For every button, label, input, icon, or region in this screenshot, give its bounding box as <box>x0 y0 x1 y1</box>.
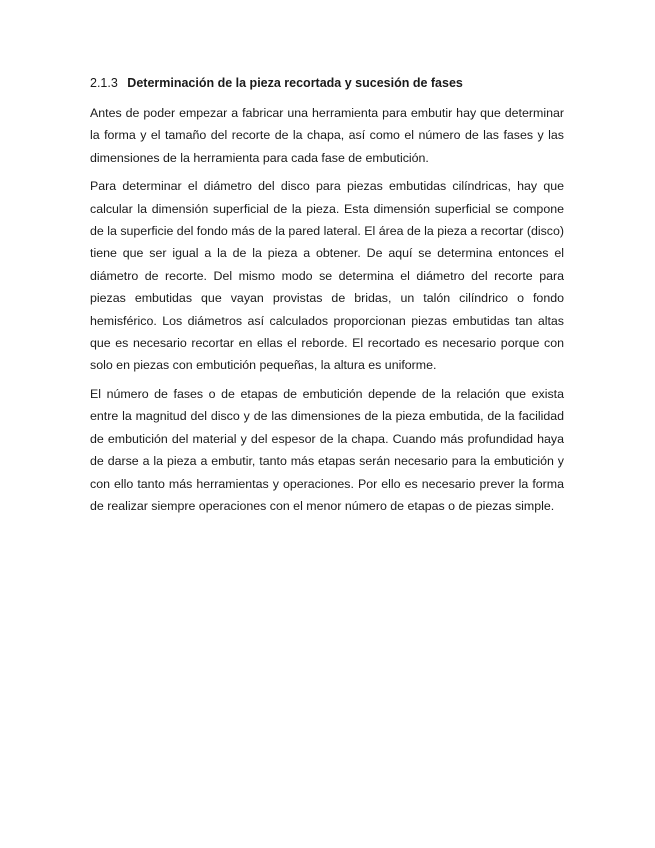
paragraph-intro: Antes de poder empezar a fabricar una herramienta para embutir hay que determinar la forma y el tamaño del recorte de la chapa, así como el número de las fases y las dimensiones de la herramienta para cada fase de embutición. <box>90 106 564 165</box>
section-title: Determinación de la pieza recortada y sucesión de fases <box>127 76 463 90</box>
document-page <box>90 74 564 523</box>
paragraph-disc-diameter: Para determinar el diámetro del disco para piezas embutidas cilíndricas, hay que calcular la dimensión superficial de la pieza. Esta dimensión superficial se compone de la superficie del fondo más de la pared lateral. El área de la pieza a recortar (disco) tiene que ser igual a la de la pieza a obtener. De aquí se determina entonces el diámetro de recorte. Del mismo modo se determina el diámetro del recorte para piezas embutidas que vayan provistas de bridas, un talón cilíndrico o fondo hemisférico. Los diámetros así calculados proporcionan piezas embutidas tan altas que es necesario recortar en ellas el reborde. El recortado es necesario porque con solo en piezas con embutición pequeñas, la altura es uniforme. <box>90 179 564 373</box>
paragraph-drawing-stages: El número de fases o de etapas de embutición depende de la relación que exista entre la magnitud del disco y de las dimensiones de la pieza embutida, de la facilidad de embutición del material y del espesor de la chapa. Cuando más profundidad haya de darse a la pieza a embutir, tanto más etapas serán necesario para la embutición y con ello tanto más herramientas y operaciones. Por ello es necesario prever la forma de realizar siempre operaciones con el menor número de etapas o de piezas simple. <box>90 386 564 513</box>
section-number: 2.1.3 <box>90 76 118 90</box>
section-heading <box>90 74 564 92</box>
